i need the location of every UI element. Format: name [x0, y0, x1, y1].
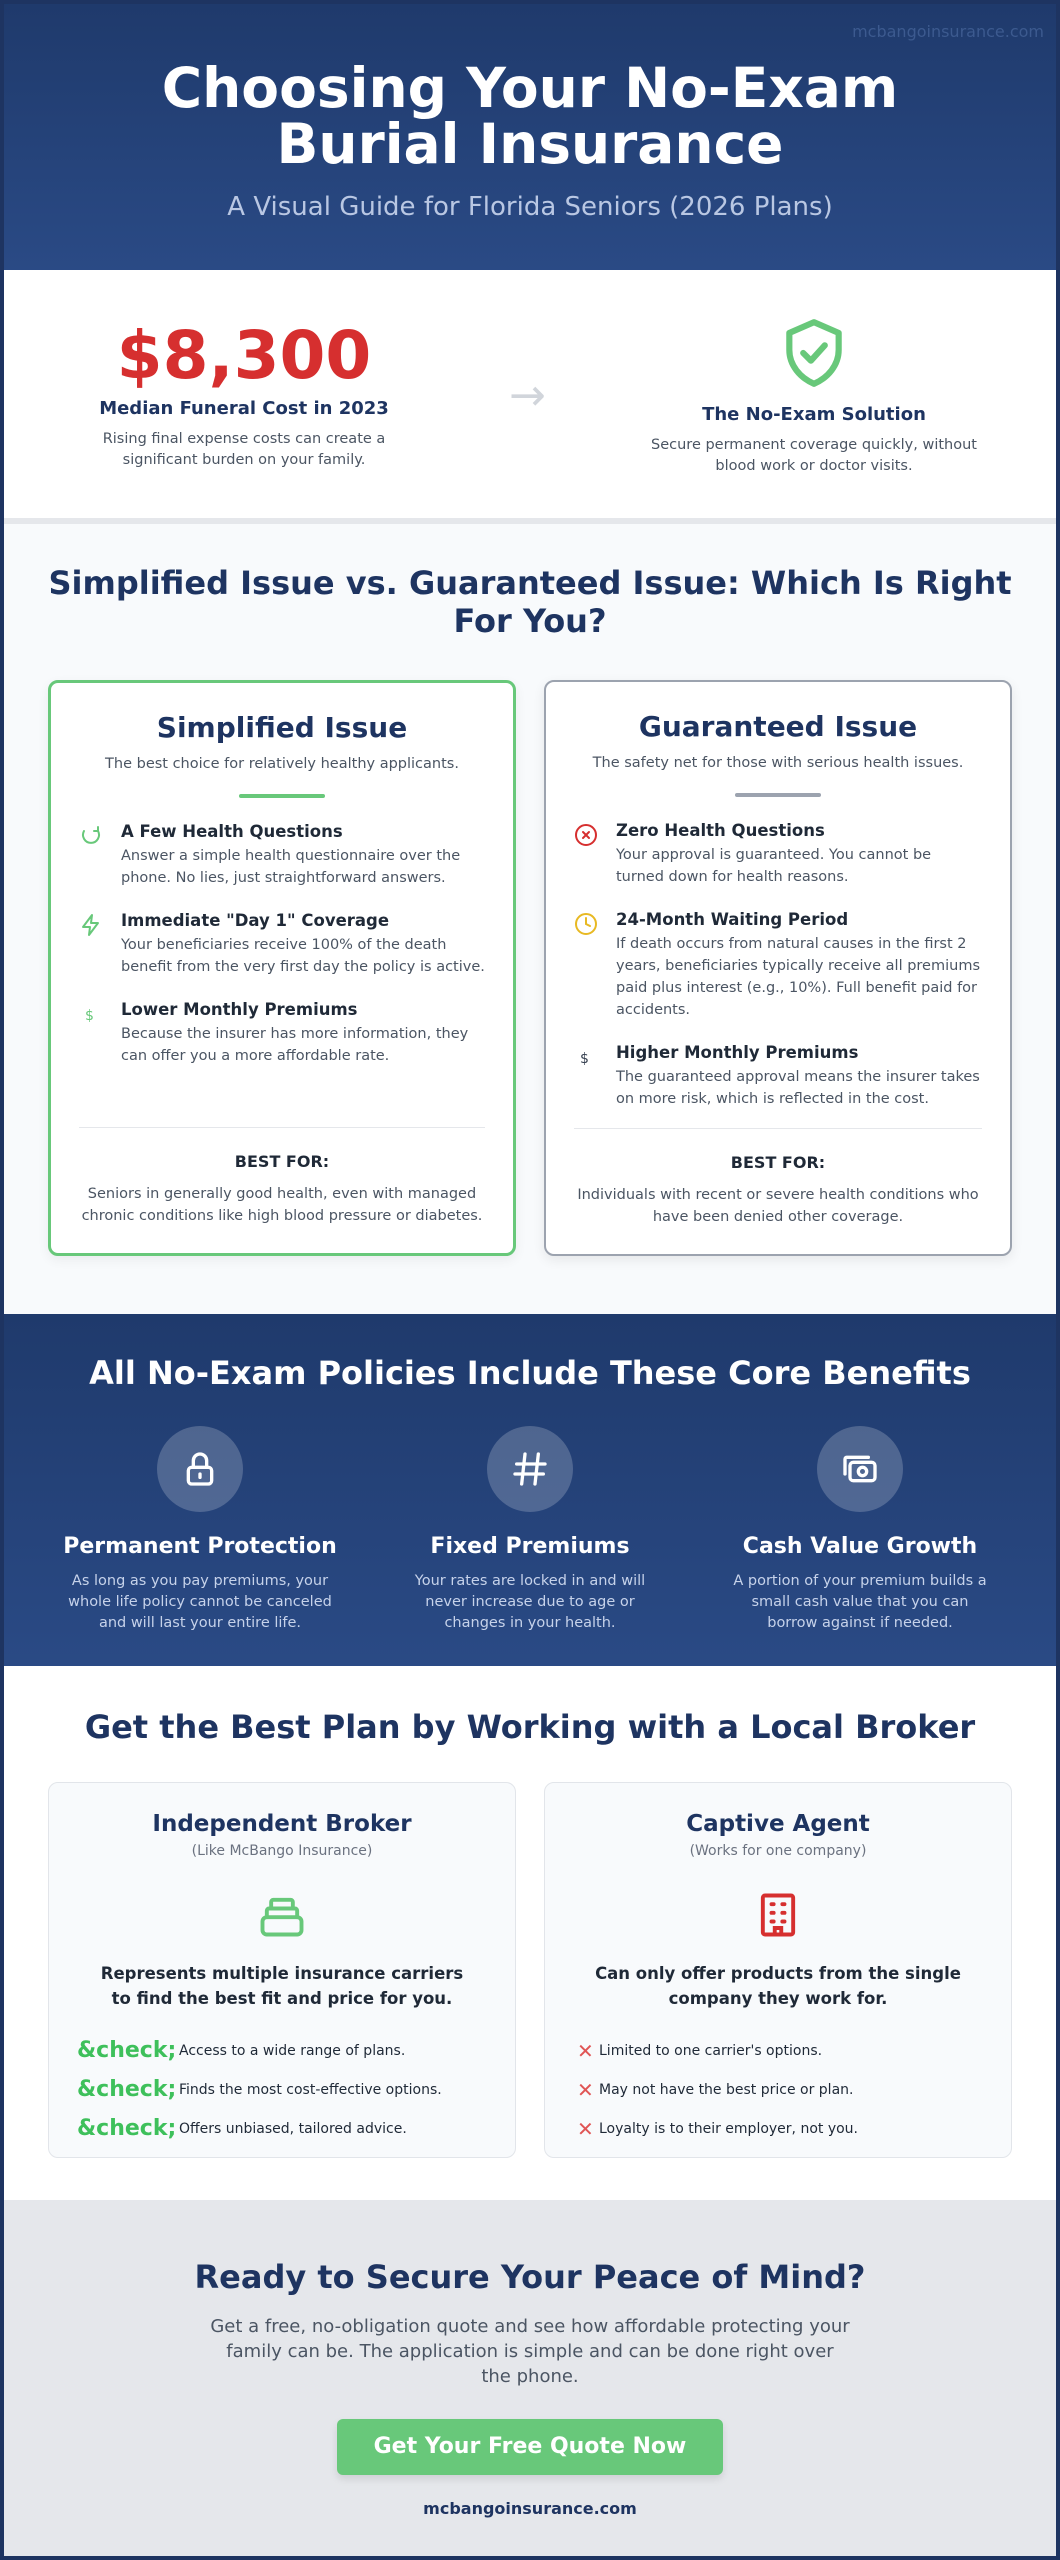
broker-section [4, 1666, 1056, 2200]
svg-text:$: $ [85, 1008, 94, 1024]
page-title: Choosing Your No-Exam Burial Insurance [161, 56, 899, 176]
divider [239, 794, 325, 798]
captive-agent-card [544, 1782, 1012, 2158]
feature-item [574, 1043, 982, 1110]
card-tagline: The safety net for those with serious health issues. [592, 755, 964, 771]
best-for-label: BEST FOR: [730, 1153, 826, 1172]
list-item-text: May not have the best price or plan. [599, 2081, 854, 2098]
benefit-item [700, 1426, 1020, 1634]
independent-broker-card [48, 1782, 516, 2158]
check-mark-icon: &check; [77, 2077, 177, 2102]
card-title: Independent Broker [152, 1811, 412, 1837]
feature-desc: Because the insurer has more information, they can offer you a more affordable rate. [121, 1026, 469, 1064]
funeral-cost-value: $8,300 [116, 317, 372, 394]
x-mark-icon: ✕ [577, 2116, 594, 2141]
x-circle-icon [574, 823, 598, 847]
card-claim: Can only offer products from the single company they work for. [595, 1964, 961, 2008]
feature-desc: The guaranteed approval means the insurer takes on more risk, which is reflected in the cost. [616, 1069, 980, 1107]
card-subtitle: (Works for one company) [689, 1843, 867, 1859]
lock-icon [180, 1449, 220, 1489]
benefit-title: Permanent Protection [63, 1534, 337, 1559]
best-for-label: BEST FOR: [234, 1152, 330, 1171]
benefit-item [40, 1426, 360, 1634]
list-item [77, 2070, 515, 2109]
check-mark-icon: &check; [77, 2038, 177, 2063]
funeral-cost-text: Rising final expense costs can create a significant burden on your family. [102, 431, 386, 468]
feature-desc: Your approval is guaranteed. You cannot be turned down for health reasons. [616, 847, 932, 885]
list-item-text: Offers unbiased, tailored advice. [179, 2120, 407, 2137]
cta-text: Get a free, no-obligation quote and see how affordable protecting your family can be. The application is simple and can be done right over the phone. [210, 2316, 850, 2387]
funeral-cost-title: Median Funeral Cost in 2023 [99, 398, 389, 419]
core-benefits-section [4, 1314, 1056, 1666]
feature-title: Higher Monthly Premiums [616, 1043, 859, 1062]
page-subtitle: A Visual Guide for Florida Seniors (2026 Plans) [227, 192, 833, 222]
feature-title: A Few Health Questions [121, 822, 343, 841]
broker-heading: Get the Best Plan by Working with a Local Broker [84, 1708, 976, 1746]
clock-icon [574, 912, 598, 936]
feature-desc: Your beneficiaries receive 100% of the death benefit from the very first day the policy is active. [121, 937, 485, 975]
divider [735, 793, 821, 797]
list-item-text: Loyalty is to their employer, not you. [599, 2120, 859, 2137]
pros-list [49, 2031, 515, 2148]
svg-text:$: $ [580, 1051, 589, 1067]
cons-list [545, 2031, 1011, 2148]
hash-icon [510, 1449, 550, 1489]
feature-item [79, 822, 485, 889]
x-mark-icon: ✕ [577, 2077, 594, 2102]
card-subtitle: (Like McBango Insurance) [191, 1843, 373, 1859]
feature-desc: If death occurs from natural causes in the first 2 years, beneficiaries typically receive all premiums paid plus interest (e.g., 10%). Full benefit paid for accidents. [616, 936, 980, 1018]
card-title: Simplified Issue [156, 711, 408, 744]
stats-section [4, 270, 1056, 524]
best-for-text: Seniors in generally good health, even with managed chronic conditions like high blood pressure or diabetes. [81, 1186, 483, 1224]
card-tagline: The best choice for relatively healthy applicants. [105, 756, 459, 772]
feature-title: Zero Health Questions [616, 821, 825, 840]
list-item [573, 2031, 1011, 2070]
guaranteed-issue-card [544, 680, 1012, 1256]
simplified-issue-card [48, 680, 516, 1256]
best-for-text: Individuals with recent or severe health conditions who have been denied other coverage. [577, 1187, 979, 1225]
card-title: Captive Agent [686, 1811, 870, 1837]
get-quote-button[interactable]: Get Your Free Quote Now [337, 2419, 723, 2475]
funeral-cost-stat [64, 317, 424, 471]
list-item [77, 2031, 515, 2070]
cash-icon [840, 1449, 880, 1489]
hero-header [4, 4, 1056, 270]
site-watermark: mcbangoinsurance.com [852, 22, 1044, 41]
feature-title: Lower Monthly Premiums [121, 1000, 358, 1019]
arrow-right-icon: → [509, 370, 546, 421]
card-claim: Represents multiple insurance carriers to find the best fit and price for you. [100, 1964, 464, 2008]
benefit-icon-circle [487, 1426, 573, 1512]
list-item [573, 2070, 1011, 2109]
feature-title: Immediate "Day 1" Coverage [121, 911, 390, 930]
building-icon [752, 1889, 804, 1941]
benefit-item [370, 1426, 690, 1634]
lightning-icon [79, 913, 103, 937]
best-for-block [574, 1128, 982, 1228]
dollar-icon [79, 1002, 103, 1026]
benefit-title: Cash Value Growth [742, 1534, 978, 1559]
website-link[interactable]: mcbangoinsurance.com [423, 2499, 637, 2518]
benefits-heading: All No-Exam Policies Include These Core Benefits [89, 1354, 971, 1392]
dollar-icon [574, 1045, 598, 1069]
solution-title: The No-Exam Solution [702, 404, 926, 425]
stack-icon [256, 1889, 308, 1941]
feature-item [79, 1000, 485, 1067]
best-for-block [79, 1127, 485, 1227]
cta-heading: Ready to Secure Your Peace of Mind? [194, 2258, 866, 2296]
list-item [77, 2109, 515, 2148]
shield-check-icon [777, 316, 851, 390]
call-to-action-section [4, 2200, 1056, 2558]
solution-text: Secure permanent coverage quickly, without blood work or doctor visits. [651, 437, 977, 474]
feature-item [574, 821, 982, 888]
benefit-text: A portion of your premium builds a small cash value that you can borrow against if needed. [733, 1573, 987, 1631]
feature-title: 24-Month Waiting Period [616, 910, 849, 929]
card-title: Guaranteed Issue [638, 710, 918, 743]
check-mark-icon: &check; [77, 2116, 177, 2141]
refresh-icon [79, 824, 103, 848]
benefit-text: Your rates are locked in and will never increase due to age or changes in your health. [414, 1573, 646, 1631]
feature-desc: Answer a simple health questionnaire over the phone. No lies, just straightforward answers. [121, 848, 461, 886]
list-item-text: Access to a wide range of plans. [179, 2042, 406, 2059]
x-mark-icon: ✕ [577, 2038, 594, 2063]
list-item-text: Finds the most cost-effective options. [179, 2081, 442, 2098]
benefit-title: Fixed Premiums [430, 1534, 630, 1559]
list-item-text: Limited to one carrier's options. [599, 2042, 823, 2059]
list-item [573, 2109, 1011, 2148]
feature-item [79, 911, 485, 978]
comparison-heading: Simplified Issue vs. Guaranteed Issue: Which Is Right For You? [48, 564, 1012, 640]
feature-item [574, 910, 982, 1021]
comparison-section [4, 524, 1056, 1314]
benefit-icon-circle [817, 1426, 903, 1512]
benefit-icon-circle [157, 1426, 243, 1512]
no-exam-solution [644, 316, 984, 477]
benefit-text: As long as you pay premiums, your whole life policy cannot be canceled and will last your entire life. [68, 1573, 332, 1631]
